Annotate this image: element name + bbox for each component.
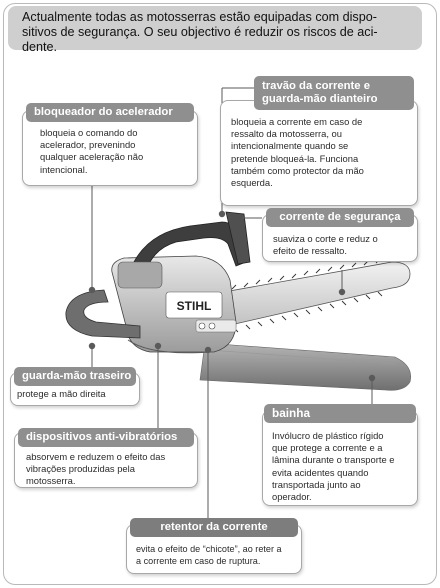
text-line: suaviza o corte e reduz o — [273, 233, 378, 244]
text-line: ressalto da motosserra, ou — [231, 128, 342, 140]
brand-logo: STIHL — [176, 299, 212, 313]
callout-safety-chain-title: corrente de segurança — [266, 208, 414, 227]
text-line: intencionalmente quando se — [231, 140, 349, 152]
text-line: efeito de ressalto. — [273, 245, 348, 257]
text-line: operador. — [272, 491, 312, 503]
callout-safety-chain-text — [273, 233, 378, 257]
text-line: Invólucro de plástico rígido — [272, 430, 384, 441]
callout-sheath-text — [272, 430, 394, 503]
callout-chain-brake-title — [254, 76, 414, 110]
title-line: travão da corrente e — [262, 80, 370, 92]
callout-anti-vibration-text — [26, 451, 165, 488]
text-line: pretende bloqueá-la. Funciona — [231, 152, 359, 164]
text-line: também como protector da mão — [231, 164, 364, 176]
intro-line: dente. — [22, 40, 58, 54]
callout-rear-guard-text — [17, 388, 106, 400]
callout-chain-catcher-title: retentor da corrente — [130, 518, 298, 537]
intro-line: Actualmente todas as motosserras estão equipadas com dispo- — [22, 10, 377, 24]
callout-anti-vibration-title: dispositivos anti-vibratórios — [18, 428, 194, 447]
text-line: motosserra. — [26, 475, 76, 487]
callout-throttle-lock-title: bloqueador do acelerador — [26, 103, 194, 122]
sheath-shape — [200, 343, 411, 390]
text-line: a corrente em caso de ruptura. — [136, 556, 261, 567]
text-line: bloqueia a corrente em caso de — [231, 116, 363, 127]
intro-line: sitivos de segurança. O seu objectivo é reduzir os riscos de aci- — [22, 25, 378, 39]
text-line: esquerda. — [231, 177, 273, 189]
text-line: acelerador, prevenindo — [40, 139, 136, 151]
text-line: lâmina durante o transporte e — [272, 454, 395, 466]
text-line: absorvem e reduzem o efeito das — [26, 451, 166, 462]
text-line: evita acidentes quando — [272, 466, 369, 478]
text-line: bloqueia o comando do — [40, 127, 138, 138]
text-line: vibrações produzidas pela — [26, 463, 135, 475]
callout-sheath-title: bainha — [264, 404, 416, 423]
callout-rear-guard-title: guarda-mão traseiro — [14, 367, 136, 386]
callout-throttle-lock-text — [40, 127, 143, 176]
text-line: protege a mão direita — [17, 388, 106, 399]
callout-chain-catcher-text — [136, 543, 282, 567]
text-line: que protege a corrente e a — [272, 442, 383, 454]
callout-chain-brake-text — [231, 116, 364, 189]
text-line: qualquer aceleração não — [40, 151, 144, 163]
text-line: evita o efeito de “chicote”, ao reter a — [136, 544, 282, 554]
text-line: intencional. — [40, 163, 88, 175]
text-line: transportada junto ao — [272, 478, 361, 490]
title-line: guarda-mão dianteiro — [262, 93, 378, 105]
